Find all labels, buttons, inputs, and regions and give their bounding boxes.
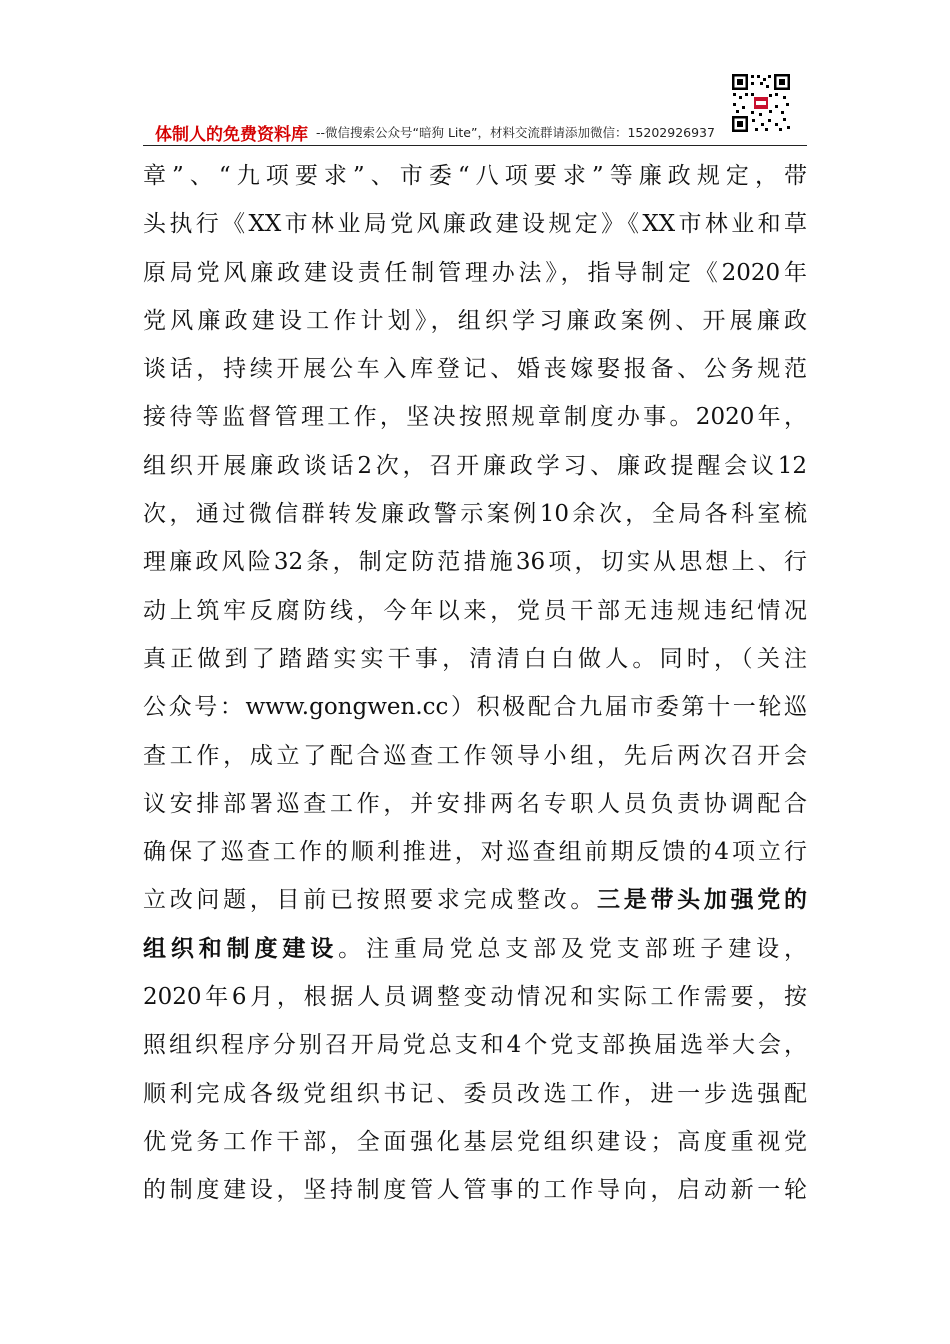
body-line-3: 原局党风廉政建设责任制管理办法》，指导制定《2020年: [143, 259, 807, 286]
section-heading-part-2: 组织和制度建设: [143, 935, 339, 962]
body-line-18: 2020年6月，根据人员调整变动情况和实际工作需要，按: [143, 984, 807, 1011]
brand-title: 体制人的免费资料库: [155, 125, 308, 145]
body-line-2: 头执行《XX市林业局党风廉政建设规定》《XX市林业和草: [143, 211, 807, 238]
header-divider: [143, 145, 807, 146]
header-banner: [143, 118, 803, 144]
body-line-22: 的制度建设，坚持制度管人管事的工作导向，启动新一轮: [143, 1177, 807, 1204]
body-line-13: 查工作，成立了配合巡查工作领导小组，先后两次召开会: [143, 742, 807, 769]
document-body: [143, 152, 807, 1215]
body-line-12: 公众号：www.gongwen.cc）积极配合九届市委第十一轮巡: [143, 694, 807, 721]
header-subtitle: --微信搜索公众号“暗狗 Lite”，材料交流群请添加微信：15202926937: [316, 125, 715, 140]
section-heading-part-1: 三是带头加强党的: [597, 887, 807, 914]
body-line-15: 确保了巡查工作的顺利推进，对巡查组前期反馈的4项立行: [143, 839, 807, 866]
body-line-5: 谈话，持续开展公车入库登记、婚丧嫁娶报备、公务规范: [143, 356, 807, 383]
body-line-11: 真正做到了踏踏实实干事，清清白白做人。同时，（关注: [143, 645, 807, 672]
body-line-20: 顺利完成各级党组织书记、委员改选工作，进一步选强配: [143, 1080, 807, 1107]
body-line-16-text: 立改问题，目前已按照要求完成整改。: [143, 887, 598, 914]
body-line-17: [143, 925, 807, 973]
body-line-1: 章”、“九项要求”、市委“八项要求”等廉政规定，带: [143, 163, 807, 189]
body-line-14: 议安排部署巡查工作，并安排两名专职人员负责协调配合: [143, 790, 807, 817]
body-line-16: [143, 876, 807, 924]
body-line-7: 组织开展廉政谈话2次，召开廉政学习、廉政提醒会议12: [143, 452, 807, 479]
body-line-8: 次，通过微信群转发廉政警示案例10余次，全局各科室梳: [143, 501, 807, 528]
body-line-4: 党风廉政建设工作计划》，组织学习廉政案例、开展廉政: [143, 307, 807, 334]
body-line-9: 理廉政风险32条，制定防范措施36项，切实从思想上、行: [143, 549, 807, 576]
body-line-19: 照组织程序分别召开局党总支和4个党支部换届选举大会，: [143, 1032, 807, 1059]
body-line-21: 优党务工作干部，全面强化基层党组织建设；高度重视党: [143, 1128, 807, 1155]
body-line-10: 动上筑牢反腐防线，今年以来，党员干部无违规违纪情况: [143, 597, 807, 624]
body-line-17-text: 。注重局党总支部及党支部班子建设，: [338, 935, 807, 962]
body-line-6: 接待等监督管理工作，坚决按照规章制度办事。2020年，: [143, 404, 807, 431]
qr-code-icon: [731, 73, 791, 133]
